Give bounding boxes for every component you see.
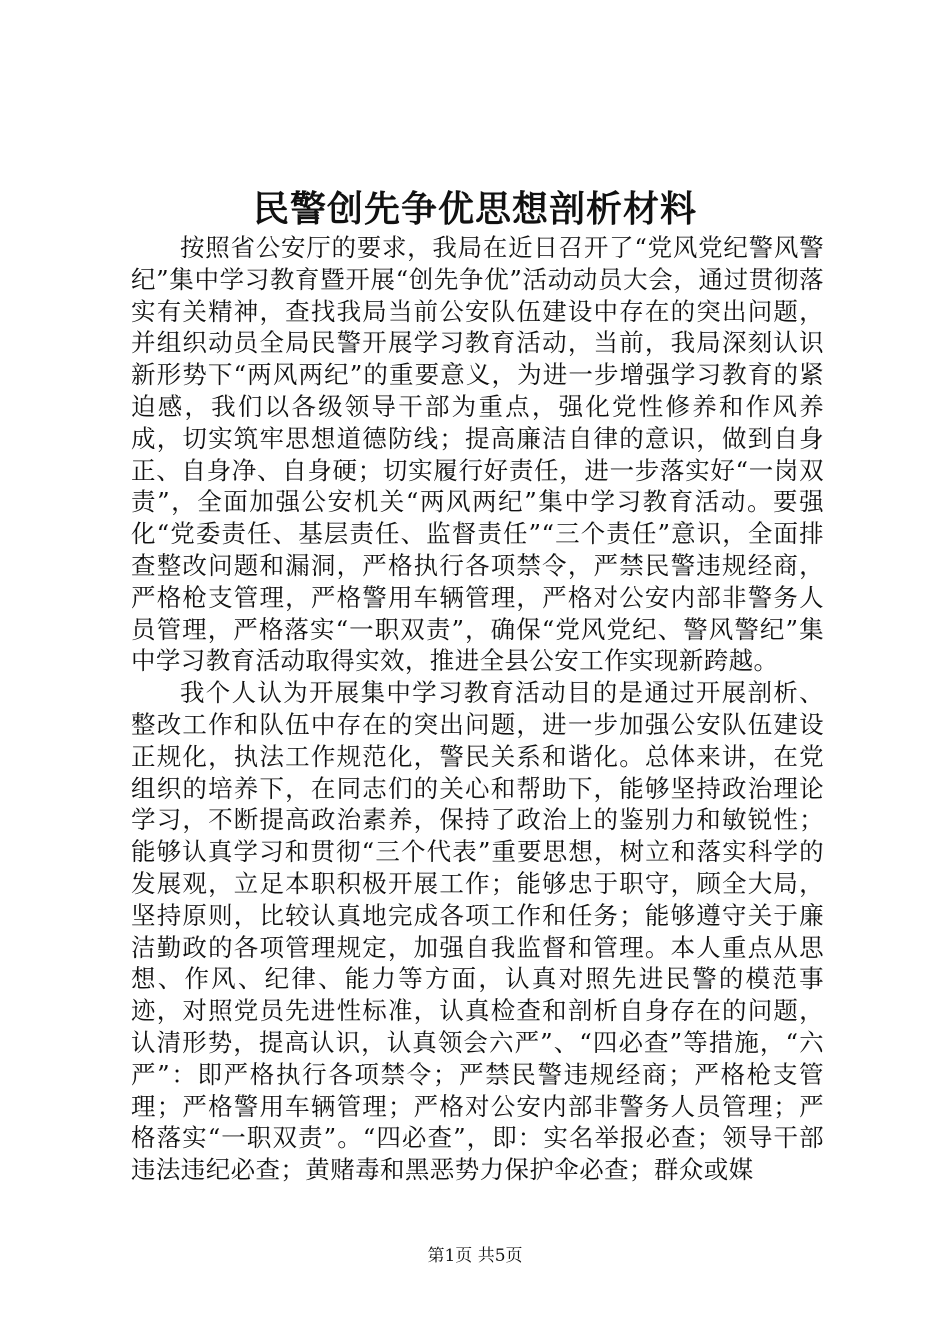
paragraph-1: 按照省公安厅的要求，我局在近日召开了“党风党纪警风警纪”集中学习教育暨开展“创先争优”活动动员大会，通过贯彻落实有关精神，查找我局当前公安队伍建设中存在的突出问题，并组织动员全局民警开展学习教育活动，当前，我局深刻认识新形势下“两风两纪”的重要意义，为进一步增强学习教育的紧迫感，我们以各级领导干部为重点，强化党性修养和作风养成，切实筑牢思想道德防线；提高廉洁自律的意识，做到自身正、自身净、自身硬；切实履行好责任，进一步落实好“一岗双责”，全面加强公安机关“两风两纪”集中学习教育活动。要强化“党委责任、基层责任、监督责任”“三个责任”意识，全面排查整改问题和漏洞，严格执行各项禁令，严禁民警违规经商，严格枪支管理，严格警用车辆管理，严格对公安内部非警务人员管理，严格落实“一职双责”，确保“党风党纪、警风警纪”集中学习教育活动取得实效，推进全县公安工作实现新跨越。 (131, 233, 824, 676)
document-title: 民警创先争优思想剖析材料 (252, 188, 697, 230)
paragraph-2: 我个人认为开展集中学习教育活动目的是通过开展剖析、整改工作和队伍中存在的突出问题，进一步加强公安队伍建设正规化，执法工作规范化，警民关系和谐化。总体来讲，在党组织的培养下，在同志们的关心和帮助下，能够坚持政治理论学习，不断提高政治素养，保持了政治上的鉴别力和敏锐性；能够认真学习和贯彻“三个代表”重要思想，树立和落实科学的发展观，立足本职积极开展工作；能够忠于职守，顾全大局，坚持原则，比较认真地完成各项工作和任务；能够遵守关于廉洁勤政的各项管理规定，加强自我监督和管理。本人重点从思想、作风、纪律、能力等方面，认真对照先进民警的模范事迹，对照党员先进性标准，认真检查和剖析自身存在的问题，认清形势，提高认识，认真领会六严”、“四必查”等措施，“六严”：即严格执行各项禁令；严禁民警违规经商；严格枪支管理；严格警用车辆管理；严格对公安内部非警务人员管理；严格落实“一职双责”。“四必查”，即：实名举报必查；领导干部违法违纪必查；黄赌毒和黑恶势力保护伞必查；群众或媒 (131, 678, 824, 1185)
document-body (131, 232, 824, 1186)
page-number-footer: 第1页 共5页 (427, 1246, 523, 1266)
